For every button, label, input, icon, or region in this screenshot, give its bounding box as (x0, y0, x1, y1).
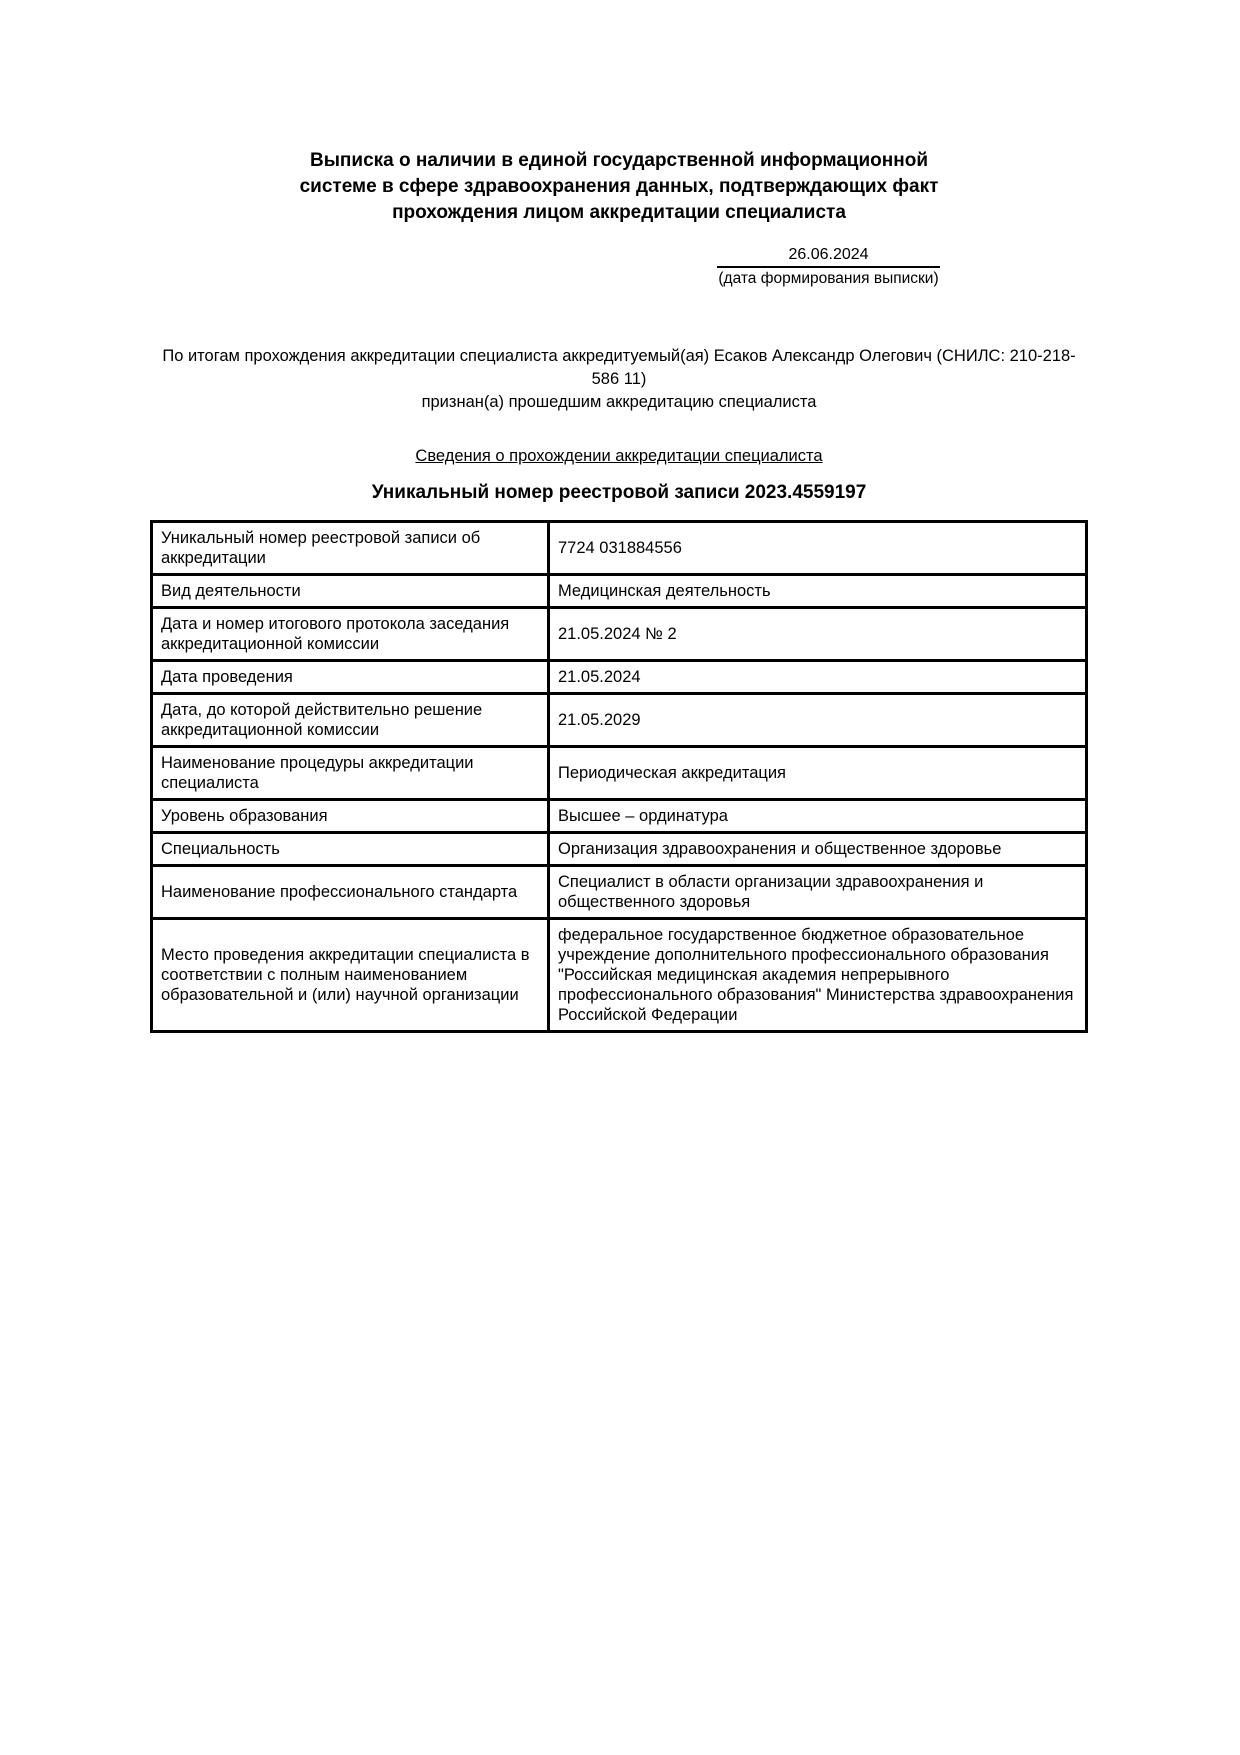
row-label: Дата и номер итогового протокола заседания аккредитационной комиссии (152, 608, 549, 661)
row-value: 7724 031884556 (549, 522, 1087, 575)
row-label: Дата проведения (152, 661, 549, 694)
row-label: Уровень образования (152, 800, 549, 833)
document-title (150, 148, 1088, 226)
section-heading: Сведения о прохождении аккредитации специалиста (415, 447, 823, 465)
row-value: Периодическая аккредитация (549, 747, 1087, 800)
table-row (152, 800, 1087, 833)
row-value: Специалист в области организации здравоохранения и общественного здоровья (549, 866, 1087, 919)
table-row (152, 608, 1087, 661)
row-value: Высшее – ординатура (549, 800, 1087, 833)
table-row (152, 866, 1087, 919)
row-value: 21.05.2024 (549, 661, 1087, 694)
table-row (152, 919, 1087, 1032)
document-page (0, 148, 1240, 1755)
intro-line-1: По итогам прохождения аккредитации специалиста аккредитуемый(ая) Есаков Александр Олегович (СНИЛС: 210-218-586 11) (162, 347, 1076, 388)
row-value: 21.05.2024 № 2 (549, 608, 1087, 661)
row-label: Уникальный номер реестровой записи об аккредитации (152, 522, 549, 575)
table-row (152, 747, 1087, 800)
row-label: Наименование процедуры аккредитации специалиста (152, 747, 549, 800)
table-row (152, 833, 1087, 866)
table-row (152, 694, 1087, 747)
intro-paragraph (150, 345, 1088, 414)
document-title-line: системе в сфере здравоохранения данных, подтверждающих факт (299, 176, 939, 197)
row-label: Специальность (152, 833, 549, 866)
intro-line-2: признан(а) прошедшим аккредитацию специалиста (421, 393, 817, 411)
row-label: Наименование профессионального стандарта (152, 866, 549, 919)
row-label: Вид деятельности (152, 575, 549, 608)
table-row (152, 661, 1087, 694)
document-title-line: прохождения лицом аккредитации специалиста (392, 202, 846, 223)
row-value: Медицинская деятельность (549, 575, 1087, 608)
registry-number-heading: Уникальный номер реестровой записи 2023.4559197 (371, 482, 867, 503)
table-row (152, 522, 1087, 575)
row-label: Дата, до которой действительно решение аккредитационной комиссии (152, 694, 549, 747)
row-value: Организация здравоохранения и общественное здоровье (549, 833, 1087, 866)
document-title-line: Выписка о наличии в единой государственной информационной (309, 150, 929, 171)
issue-date-caption: (дата формирования выписки) (718, 270, 939, 287)
issue-date: 26.06.2024 (717, 246, 940, 268)
table-row (152, 575, 1087, 608)
row-label: Место проведения аккредитации специалиста в соответствии с полным наименованием образовательной и (или) научной организации (152, 919, 549, 1032)
row-value: 21.05.2029 (549, 694, 1087, 747)
issue-date-block (717, 246, 940, 287)
accreditation-table (150, 520, 1088, 1033)
row-value: федеральное государственное бюджетное образовательное учреждение дополнительного профессионального образования "Российская медицинская академия непрерывного профессионального образования" Министерства здравоохранения Российской Федерации (549, 919, 1087, 1032)
